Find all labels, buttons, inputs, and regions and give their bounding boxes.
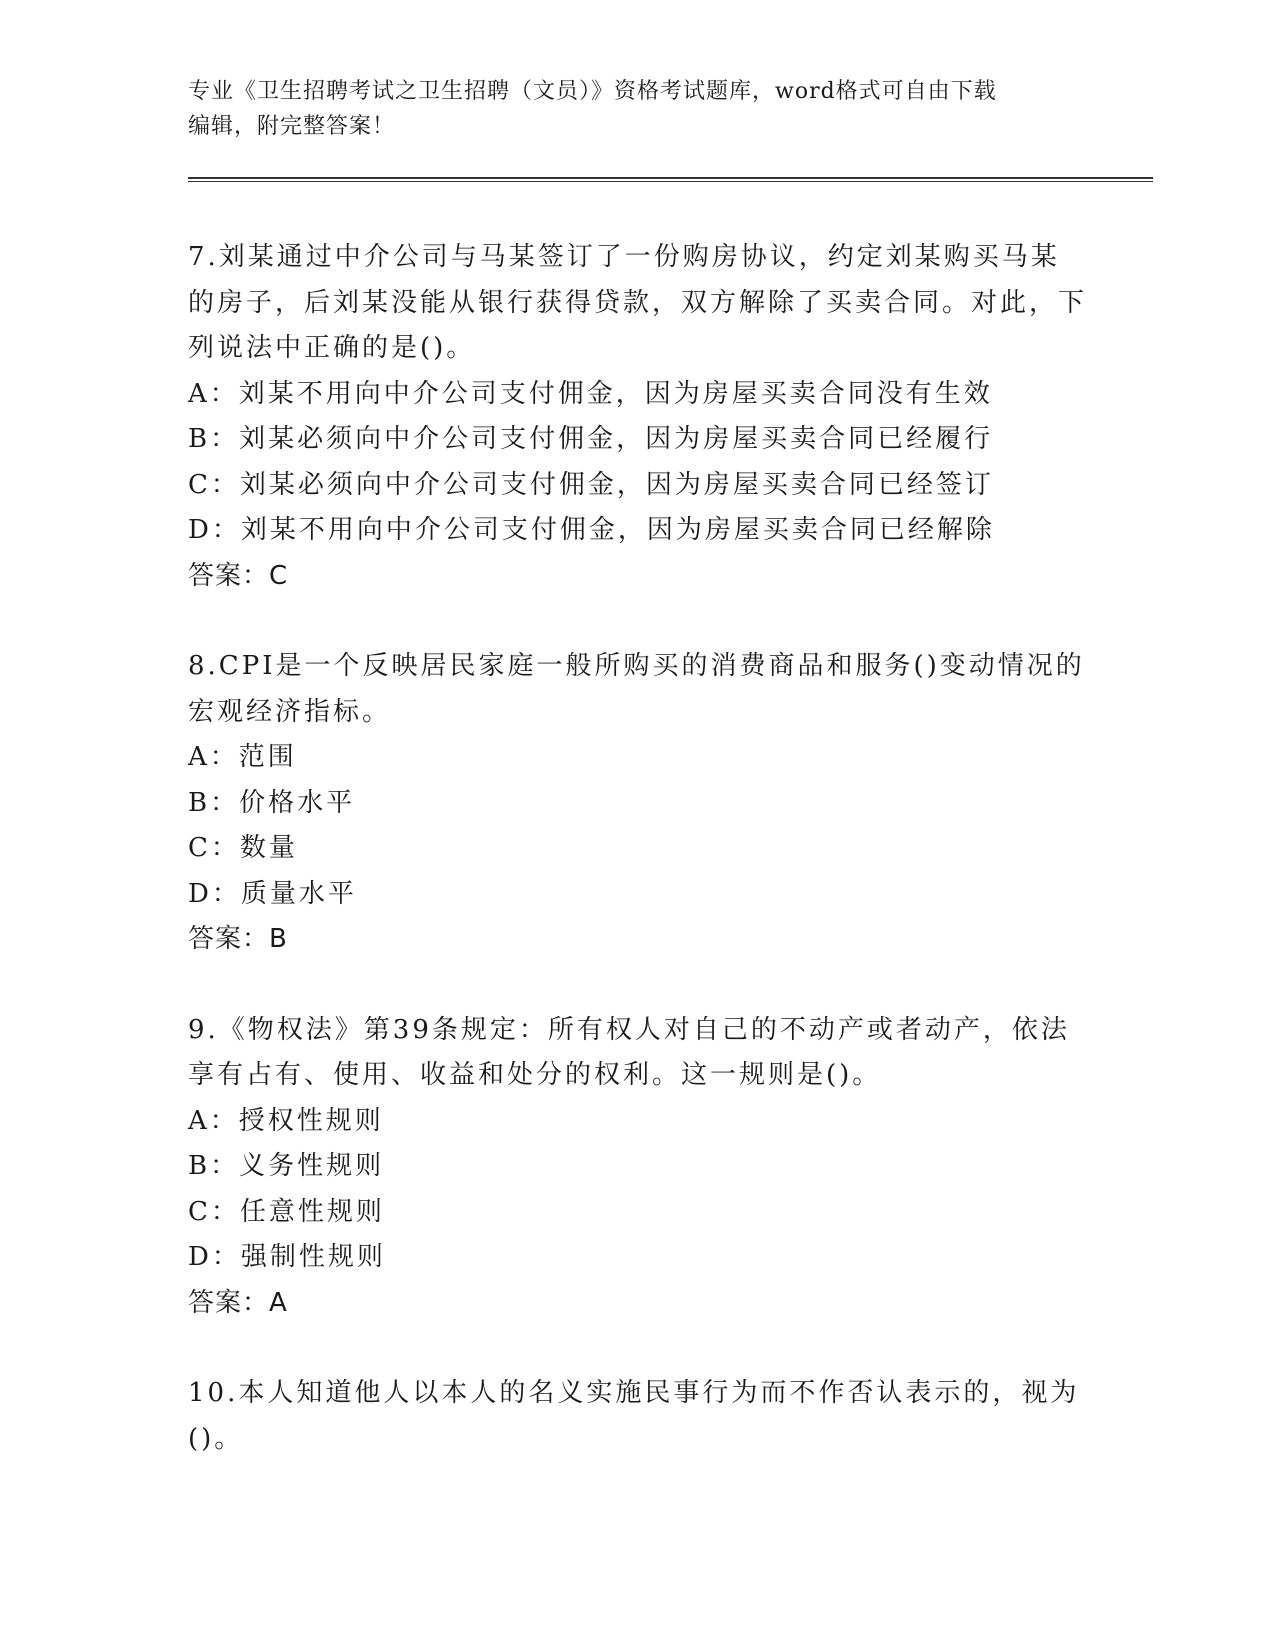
question-text: 10.本人知道他人以本人的名义实施民事行为而不作否认表示的，视为()。 [188, 1378, 1080, 1454]
question-text: 8.CPI是一个反映居民家庭一般所购买的消费商品和服务()变动情况的宏观经济指标。 [188, 651, 1085, 727]
question-text: 9.《物权法》第39条规定：所有权人对自己的不动产或者动产，依法享有占有、使用、收益和处分的权利。这一规则是()。 [188, 1014, 1070, 1090]
option-d: D：强制性规则 [188, 1242, 386, 1272]
option-a: A：授权性规则 [188, 1105, 384, 1136]
question-list [188, 235, 1088, 1507]
answer: 答案：C [188, 560, 289, 591]
option-d: D：刘某不用向中介公司支付佣金，因为房屋买卖合同已经解除 [188, 515, 995, 545]
option-c: C：任意性规则 [188, 1196, 385, 1227]
option-d: D：质量水平 [188, 878, 357, 909]
option-a: A：范围 [188, 742, 297, 772]
question-text: 7.刘某通过中介公司与马某签订了一份购房协议，约定刘某购买马某的房子，后刘某没能从银行获得贷款，双方解除了买卖合同。对此，下列说法中正确的是()。 [188, 242, 1088, 363]
question-8 [188, 644, 1088, 963]
header-divider [188, 177, 1153, 182]
option-b: B：刘某必须向中介公司支付佣金，因为房屋买卖合同已经履行 [188, 424, 994, 454]
question-10 [188, 1371, 1088, 1462]
option-b: B：价格水平 [188, 787, 356, 818]
question-7 [188, 235, 1088, 599]
document-header [188, 74, 1088, 144]
header-line-1: 专业《卫生招聘考试之卫生招聘（文员）》资格考试题库，word格式可自由下载 [188, 79, 997, 104]
option-c: C：数量 [188, 833, 298, 863]
option-c: C：刘某必须向中介公司支付佣金，因为房屋买卖合同已经签订 [188, 469, 994, 500]
option-b: B：义务性规则 [188, 1151, 385, 1181]
answer: 答案：B [188, 924, 288, 954]
header-line-2: 编辑，附完整答案！ [188, 114, 396, 139]
question-9 [188, 1008, 1088, 1327]
answer: 答案：A [188, 1287, 288, 1318]
option-a: A：刘某不用向中介公司支付佣金，因为房屋买卖合同没有生效 [188, 378, 993, 409]
